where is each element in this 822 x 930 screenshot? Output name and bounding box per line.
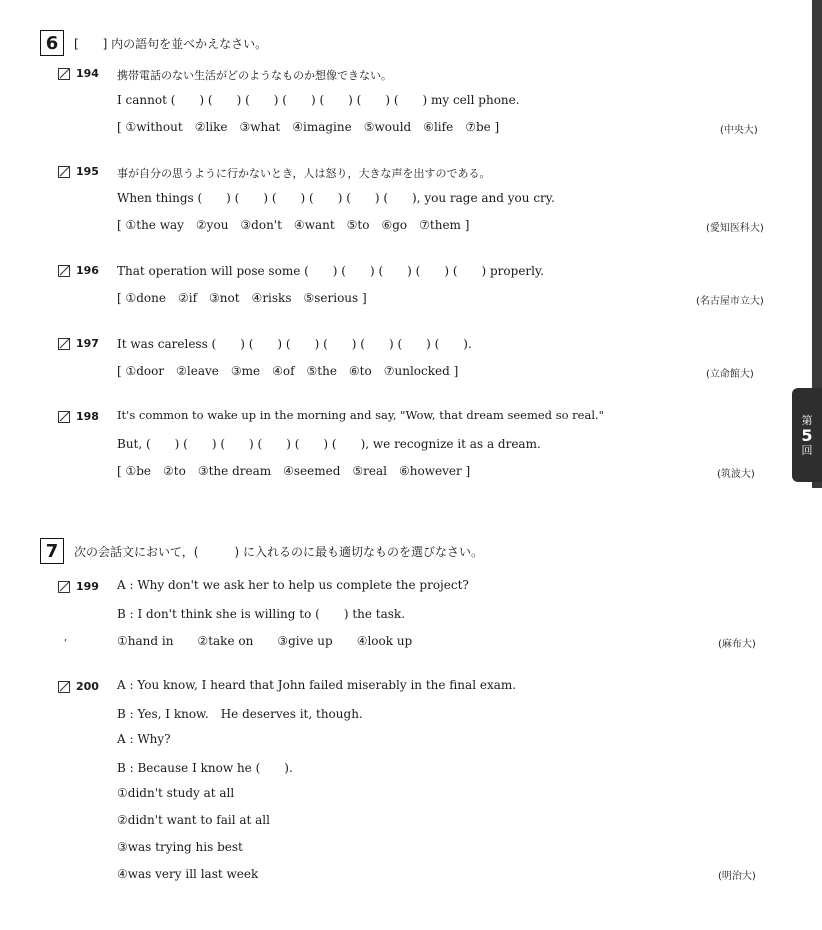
checkbox-icon[interactable]: [58, 411, 70, 423]
question-198-sentence-1: It's common to wake up in the morning and say, "Wow, that dream seemed so real.": [117, 408, 604, 422]
question-number: 194: [76, 67, 99, 80]
section-6-instruction: [ ] 内の語句を並べかえなさい。: [74, 36, 268, 51]
question-197-choices: [ ①door ②leave ③me ④of ⑤the ⑥to ⑦unlocked ]: [117, 364, 459, 378]
question-200-option-2: ②didn't want to fail at all: [117, 813, 270, 827]
checkbox-icon[interactable]: [58, 338, 70, 350]
checkbox-icon[interactable]: [58, 581, 70, 593]
question-number: 200: [76, 680, 99, 693]
question-195-japanese: 事が自分の思うように行かないとき，人は怒り，大きな声を出すのである。: [117, 167, 491, 180]
question-199-marker: [58, 580, 99, 593]
question-200-marker: [58, 680, 99, 693]
question-199-line-b: B : I don't think she is willing to ( ) the task.: [117, 607, 406, 621]
question-195-choices: [ ①the way ②you ③don't ④want ⑤to ⑥go ⑦them ]: [117, 218, 470, 232]
question-200-line-4: B : Because I know he ( ).: [117, 761, 293, 775]
question-197-marker: [58, 337, 99, 350]
question-194-choices: [ ①without ②like ③what ④imagine ⑤would ⑥life ⑦be ]: [117, 120, 500, 134]
chapter-side-tab: [792, 388, 822, 482]
question-number: 196: [76, 264, 99, 277]
checkbox-icon[interactable]: [58, 265, 70, 277]
section-7-number: 7: [40, 538, 64, 564]
question-200-line-1: A : You know, I heard that John failed miserably in the final exam.: [117, 678, 517, 692]
question-number: 198: [76, 410, 99, 423]
side-tab-bottom: 回: [801, 443, 813, 457]
question-200-line-3: A : Why?: [117, 732, 171, 746]
section-7-instruction: 次の会話文において，( ) に入れるのに最も適切なものを選びなさい。: [74, 544, 483, 559]
stray-mark: ,: [64, 632, 68, 643]
question-194-sentence: I cannot ( ) ( ) ( ) ( ) ( ) ( ) ( ) my cell phone.: [117, 93, 520, 107]
question-number: 195: [76, 165, 99, 178]
question-number: 199: [76, 580, 99, 593]
question-199-line-a: A : Why don't we ask her to help us complete the project?: [117, 578, 469, 592]
section-6-number: 6: [40, 30, 64, 56]
side-tab-number: 5: [801, 425, 813, 445]
question-194-japanese: 携帯電話のない生活がどのようなものか想像できない。: [117, 69, 392, 82]
question-198-source: (筑波大): [717, 469, 755, 480]
section-7-header: [40, 538, 483, 564]
question-200-option-3: ③was trying his best: [117, 840, 243, 854]
question-195-sentence: When things ( ) ( ) ( ) ( ) ( ) ( ), you rage and you cry.: [117, 191, 555, 205]
question-200-line-2: B : Yes, I know. He deserves it, though.: [117, 707, 363, 721]
question-200-option-1: ①didn't study at all: [117, 786, 235, 800]
question-196-marker: [58, 264, 99, 277]
question-198-sentence-2: But, ( ) ( ) ( ) ( ) ( ) ( ), we recognize it as a dream.: [117, 437, 541, 451]
question-194-source: (中央大): [720, 125, 758, 136]
question-197-source: (立命館大): [706, 369, 754, 380]
question-196-choices: [ ①done ②if ③not ④risks ⑤serious ]: [117, 291, 367, 305]
question-195-marker: [58, 165, 99, 178]
section-6-header: [40, 30, 267, 56]
question-196-source: (名古屋市立大): [696, 296, 764, 307]
question-196-sentence: That operation will pose some ( ) ( ) ( ) ( ) ( ) properly.: [117, 264, 544, 278]
question-197-sentence: It was careless ( ) ( ) ( ) ( ) ( ) ( ) ( ).: [117, 337, 472, 351]
question-198-choices: [ ①be ②to ③the dream ④seemed ⑤real ⑥however ]: [117, 464, 471, 478]
side-tab-top: 第: [801, 413, 813, 427]
question-198-marker: [58, 410, 99, 423]
checkbox-icon[interactable]: [58, 166, 70, 178]
question-200-source: (明治大): [718, 871, 756, 882]
question-number: 197: [76, 337, 99, 350]
checkbox-icon[interactable]: [58, 68, 70, 80]
question-199-choices: ①hand in ②take on ③give up ④look up: [117, 634, 413, 648]
checkbox-icon[interactable]: [58, 681, 70, 693]
question-194-marker: [58, 67, 99, 80]
question-195-source: (愛知医科大): [706, 223, 764, 234]
question-200-option-4: ④was very ill last week: [117, 867, 259, 881]
question-199-source: (麻布大): [718, 639, 756, 650]
